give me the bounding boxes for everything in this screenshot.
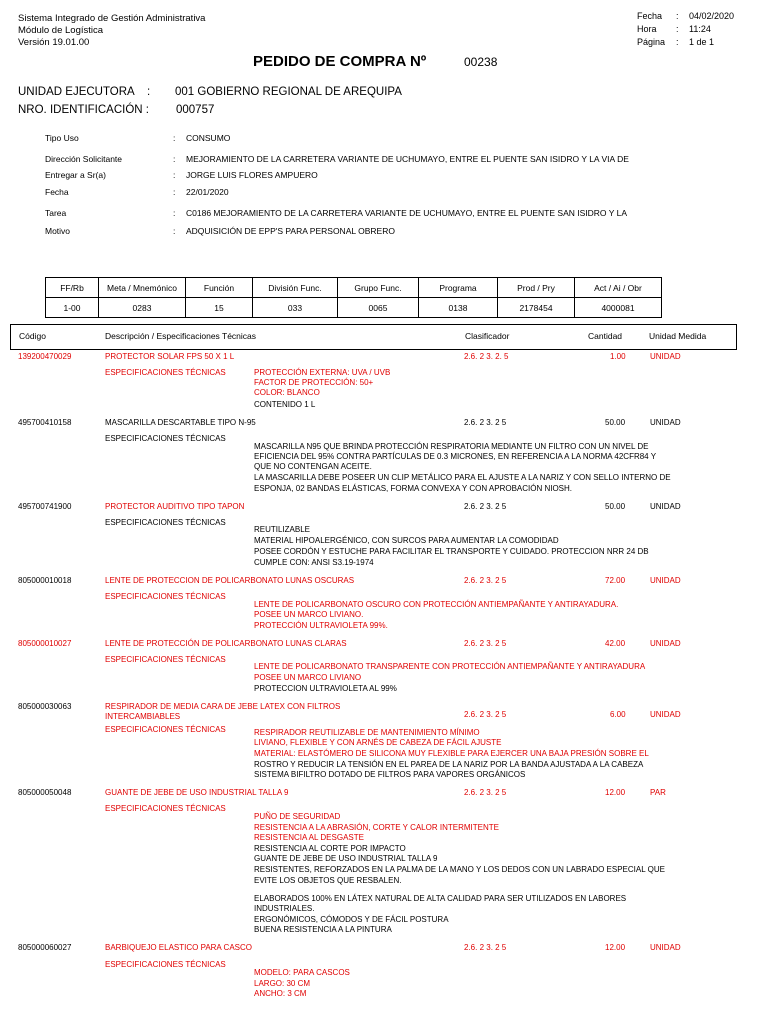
item-spec: BUENA RESISTENCIA A LA PINTURA (254, 925, 392, 934)
item-description: LENTE DE PROTECCION DE POLICARBONATO LUNAS OSCURAS (105, 576, 355, 585)
funding-value: 0283 (99, 298, 186, 318)
item-spec: CONTENIDO 1 L (254, 400, 316, 409)
item-spec: REUTILIZABLE (254, 525, 311, 534)
item-clasificador: 2.6. 2 3. 2 5 (464, 502, 507, 511)
funding-value: 4000081 (575, 298, 662, 318)
item-unidad: UNIDAD (650, 352, 681, 361)
hora-label: Hora (637, 24, 657, 34)
item-cantidad: 72.00 (605, 576, 626, 585)
item-spec: MASCARILLA N95 QUE BRINDA PROTECCIÓN RESPIRATORIA MEDIANTE UN FILTRO CON UN NIVEL DE (254, 442, 649, 451)
field-value: C0186 MEJORAMIENTO DE LA CARRETERA VARIANTE DE UCHUMAYO, ENTRE EL PUENTE SAN ISIDRO Y LA (186, 208, 628, 218)
item-cantidad: 12.00 (605, 943, 626, 952)
item-clasificador: 2.6. 2 3. 2 5 (464, 710, 507, 719)
field-sep: : (173, 187, 176, 197)
item-cantidad: 6.00 (610, 710, 626, 719)
col-unidad: Unidad Medida (649, 331, 707, 341)
funding-header-row (46, 278, 662, 298)
item-clasificador: 2.6. 2 3. 2 5 (464, 418, 507, 427)
item-spec: RESISTENTES, REFORZADOS EN LA PALMA DE LA MANO Y LOS DEDOS CON UN LABRADO ESPECIAL QUE (254, 865, 665, 874)
item-description-cont: INTERCAMBIABLES (105, 712, 181, 721)
item-spec: FACTOR DE PROTECCIÓN: 50+ (254, 378, 374, 387)
version: Versión 19.01.00 (18, 37, 90, 48)
item-code: 805000030063 (18, 702, 72, 711)
item-spec: ELABORADOS 100% EN LÁTEX NATURAL DE ALTA CALIDAD PARA SER UTILIZADOS EN LABORES (254, 894, 627, 903)
field-sep: : (173, 133, 176, 143)
item-spec: POSEE UN MARCO LIVIANO. (254, 610, 364, 619)
item-description: GUANTE DE JEBE DE USO INDUSTRIAL TALLA 9 (105, 788, 289, 797)
item-spec: RESISTENCIA A LA ABRASIÓN, CORTE Y CALOR INTERMITENTE (254, 823, 499, 832)
field-value: MEJORAMIENTO DE LA CARRETERA VARIANTE DE UCHUMAYO, ENTRE EL PUENTE SAN ISIDRO Y LA VIA DE (186, 154, 629, 164)
funding-value-row (46, 298, 662, 318)
item-spec: EVITE LOS OBJETOS QUE RESBALEN. (254, 876, 402, 885)
item-clasificador: 2.6. 2 3. 2 5 (464, 576, 507, 585)
item-description: RESPIRADOR DE MEDIA CARA DE JEBE LATEX CON FILTROS (105, 702, 341, 711)
funding-value: 1-00 (46, 298, 99, 318)
item-clasificador: 2.6. 2 3. 2 5 (464, 788, 507, 797)
item-code: 805000060027 (18, 943, 72, 952)
item-spec: RESISTENCIA AL CORTE POR IMPACTO (254, 844, 406, 853)
item-code: 495700410158 (18, 418, 72, 427)
item-code: 805000010027 (18, 639, 72, 648)
field-label: Fecha (45, 187, 69, 197)
nro-id-value: 000757 (176, 104, 215, 116)
funding-value: 0138 (419, 298, 498, 318)
order-number: 00238 (464, 55, 498, 69)
funding-table (45, 277, 662, 318)
item-spec: ANCHO: 3 CM (254, 989, 307, 998)
spec-label: ESPECIFICACIONES TÉCNICAS (105, 655, 226, 664)
item-spec: LENTE DE POLICARBONATO TRANSPARENTE CON PROTECCIÓN ANTIEMPAÑANTE Y ANTIRAYADURA (254, 662, 646, 671)
funding-value: 2178454 (498, 298, 575, 318)
funding-header: Prod / Pry (498, 278, 575, 298)
field-value: ADQUISICIÓN DE EPP'S PARA PERSONAL OBRERO (186, 226, 395, 236)
item-spec: ERGONÓMICOS, CÓMODOS Y DE FÁCIL POSTURA (254, 915, 449, 924)
funding-header: FF/Rb (46, 278, 99, 298)
col-cantidad: Cantidad (588, 331, 623, 341)
item-spec: MATERIAL HIPOALERGÉNICO, CON SURCOS PARA AUMENTAR LA COMODIDAD (254, 536, 559, 545)
item-spec: PROTECCIÓN EXTERNA: UVA / UVB (254, 368, 391, 377)
item-spec: SISTEMA BIFILTRO DOTADO DE FILTROS PARA VAPORES ORGÁNICOS (254, 770, 526, 779)
spec-label: ESPECIFICACIONES TÉCNICAS (105, 368, 226, 377)
item-description: BARBIQUEJO ELASTICO PARA CASCO (105, 943, 252, 952)
item-clasificador: 2.6. 2 3. 2 5 (464, 943, 507, 952)
col-codigo: Código (19, 331, 46, 341)
item-spec: POSEE CORDÓN Y ESTUCHE PARA FACILITAR EL TRANSPORTE Y CUIDADO. PROTECCION NRR 24 DB (254, 547, 649, 556)
item-spec: ESPONJA, 02 BANDAS ELÁSTICAS, FORMA CONVEXA Y CON APROBACIÓN NIOSH. (254, 484, 573, 493)
fecha-sep: : (676, 11, 679, 21)
funding-header: Meta / Mnemónico (99, 278, 186, 298)
item-unidad: UNIDAD (650, 639, 681, 648)
funding-header: Función (186, 278, 253, 298)
item-cantidad: 1.00 (610, 352, 626, 361)
item-spec: ROSTRO Y REDUCIR LA TENSIÓN EN EL PAREA DE LA NARIZ POR LA BANDA AJUSTADA A LA CABEZA (254, 760, 644, 769)
item-spec: PROTECCION ULTRAVIOLETA AL 99% (254, 684, 397, 693)
item-spec: POSEE UN MARCO LIVIANO (254, 673, 362, 682)
funding-header: Act / Ai / Obr (575, 278, 662, 298)
module-name: Módulo de Logística (18, 25, 104, 36)
document-title: PEDIDO DE COMPRA Nº (253, 53, 427, 70)
fecha-value: 04/02/2020 (689, 11, 735, 21)
item-code: 805000050048 (18, 788, 72, 797)
hora-sep: : (676, 24, 679, 34)
item-code: 139200470029 (18, 352, 72, 361)
funding-header: Grupo Func. (338, 278, 419, 298)
col-descripcion: Descripción / Especificaciones Técnicas (105, 331, 257, 341)
item-spec: GUANTE DE JEBE DE USO INDUSTRIAL TALLA 9 (254, 854, 438, 863)
pagina-sep: : (676, 37, 679, 47)
item-spec: CUMPLE CON: ANSI S3.19-1974 (254, 558, 374, 567)
field-label: Tipo Uso (45, 133, 79, 143)
col-clasificador: Clasificador (465, 331, 510, 341)
field-label: Entregar a Sr(a) (45, 170, 106, 180)
item-unidad: UNIDAD (650, 418, 681, 427)
item-spec: LARGO: 30 CM (254, 979, 311, 988)
funding-header: Programa (419, 278, 498, 298)
item-unidad: UNIDAD (650, 943, 681, 952)
field-value: JORGE LUIS FLORES AMPUERO (186, 170, 318, 180)
item-spec: MODELO: PARA CASCOS (254, 968, 350, 977)
item-description: PROTECTOR SOLAR FPS 50 X 1 L (105, 352, 235, 361)
item-cantidad: 50.00 (605, 502, 626, 511)
item-cantidad: 50.00 (605, 418, 626, 427)
item-unidad: UNIDAD (650, 576, 681, 585)
fecha-label: Fecha (637, 11, 663, 21)
unidad-label: UNIDAD EJECUTORA (18, 86, 135, 98)
item-unidad: UNIDAD (650, 710, 681, 719)
field-sep: : (173, 226, 176, 236)
pagina-label: Página (637, 37, 666, 47)
spec-label: ESPECIFICACIONES TÉCNICAS (105, 804, 226, 813)
item-unidad: PAR (650, 788, 666, 797)
funding-value: 033 (253, 298, 338, 318)
field-sep: : (173, 154, 176, 164)
item-spec: PROTECCIÓN ULTRAVIOLETA 99%. (254, 621, 388, 630)
item-unidad: UNIDAD (650, 502, 681, 511)
item-spec: RESPIRADOR REUTILIZABLE DE MANTENIMIENTO MÍNIMO (254, 728, 480, 737)
funding-header: División Func. (253, 278, 338, 298)
item-description: LENTE DE PROTECCIÓN DE POLICARBONATO LUNAS CLARAS (105, 639, 347, 648)
item-spec: PUÑO DE SEGURIDAD (254, 812, 341, 821)
unidad-value: 001 GOBIERNO REGIONAL DE AREQUIPA (175, 86, 402, 98)
pagina-value: 1 de 1 (689, 37, 715, 47)
item-spec: QUE NO CONTENGAN ACEITE. (254, 462, 372, 471)
item-code: 495700741900 (18, 502, 72, 511)
item-description: PROTECTOR AUDITIVO TIPO TAPON (105, 502, 245, 511)
spec-label: ESPECIFICACIONES TÉCNICAS (105, 518, 226, 527)
item-spec: LIVIANO, FLEXIBLE Y CON ARNÉS DE CABEZA DE FÁCIL AJUSTE (254, 738, 502, 747)
item-cantidad: 12.00 (605, 788, 626, 797)
funding-value: 0065 (338, 298, 419, 318)
spec-label: ESPECIFICACIONES TÉCNICAS (105, 725, 226, 734)
items-column-header (10, 324, 737, 350)
item-code: 805000010018 (18, 576, 72, 585)
item-spec: LA MASCARILLA DEBE POSEER UN CLIP METÁLICO PARA EL AJUSTE A LA NARIZ Y CON SELLO INTERNO DE (254, 473, 671, 482)
field-label: Dirección Solicitante (45, 154, 123, 164)
item-cantidad: 42.00 (605, 639, 626, 648)
field-sep: : (173, 208, 176, 218)
unidad-sep: : (147, 86, 151, 98)
item-spec: COLOR: BLANCO (254, 388, 320, 397)
item-spec: RESISTENCIA AL DESGASTE (254, 833, 364, 842)
field-label: Tarea (45, 208, 67, 218)
field-sep: : (173, 170, 176, 180)
item-description: MASCARILLA DESCARTABLE TIPO N-95 (105, 418, 256, 427)
hora-value: 11:24 (689, 24, 711, 34)
item-spec: LENTE DE POLICARBONATO OSCURO CON PROTECCIÓN ANTIEMPAÑANTE Y ANTIRAYADURA. (254, 600, 619, 609)
item-clasificador: 2.6. 2 3. 2. 5 (464, 352, 509, 361)
item-spec: INDUSTRIALES. (254, 904, 315, 913)
spec-label: ESPECIFICACIONES TÉCNICAS (105, 434, 226, 443)
item-spec: EFICIENCIA DEL 95% CONTRA PARTÍCULAS DE 0.3 MICRONES, EN REFERENCIA A LA NORMA 42CFR84 Y (254, 452, 657, 461)
nro-id-label: NRO. IDENTIFICACIÓN : (18, 104, 149, 116)
funding-value: 15 (186, 298, 253, 318)
system-name: Sistema Integrado de Gestión Administrativa (18, 13, 206, 24)
field-label: Motivo (45, 226, 71, 236)
spec-label: ESPECIFICACIONES TÉCNICAS (105, 960, 226, 969)
item-spec: MATERIAL: ELASTÓMERO DE SILICONA MUY FLEXIBLE PARA EJERCER UNA BAJA PRESIÓN SOBRE EL (254, 749, 649, 758)
field-value: CONSUMO (186, 133, 231, 143)
item-clasificador: 2.6. 2 3. 2 5 (464, 639, 507, 648)
field-value: 22/01/2020 (186, 187, 229, 197)
spec-label: ESPECIFICACIONES TÉCNICAS (105, 592, 226, 601)
